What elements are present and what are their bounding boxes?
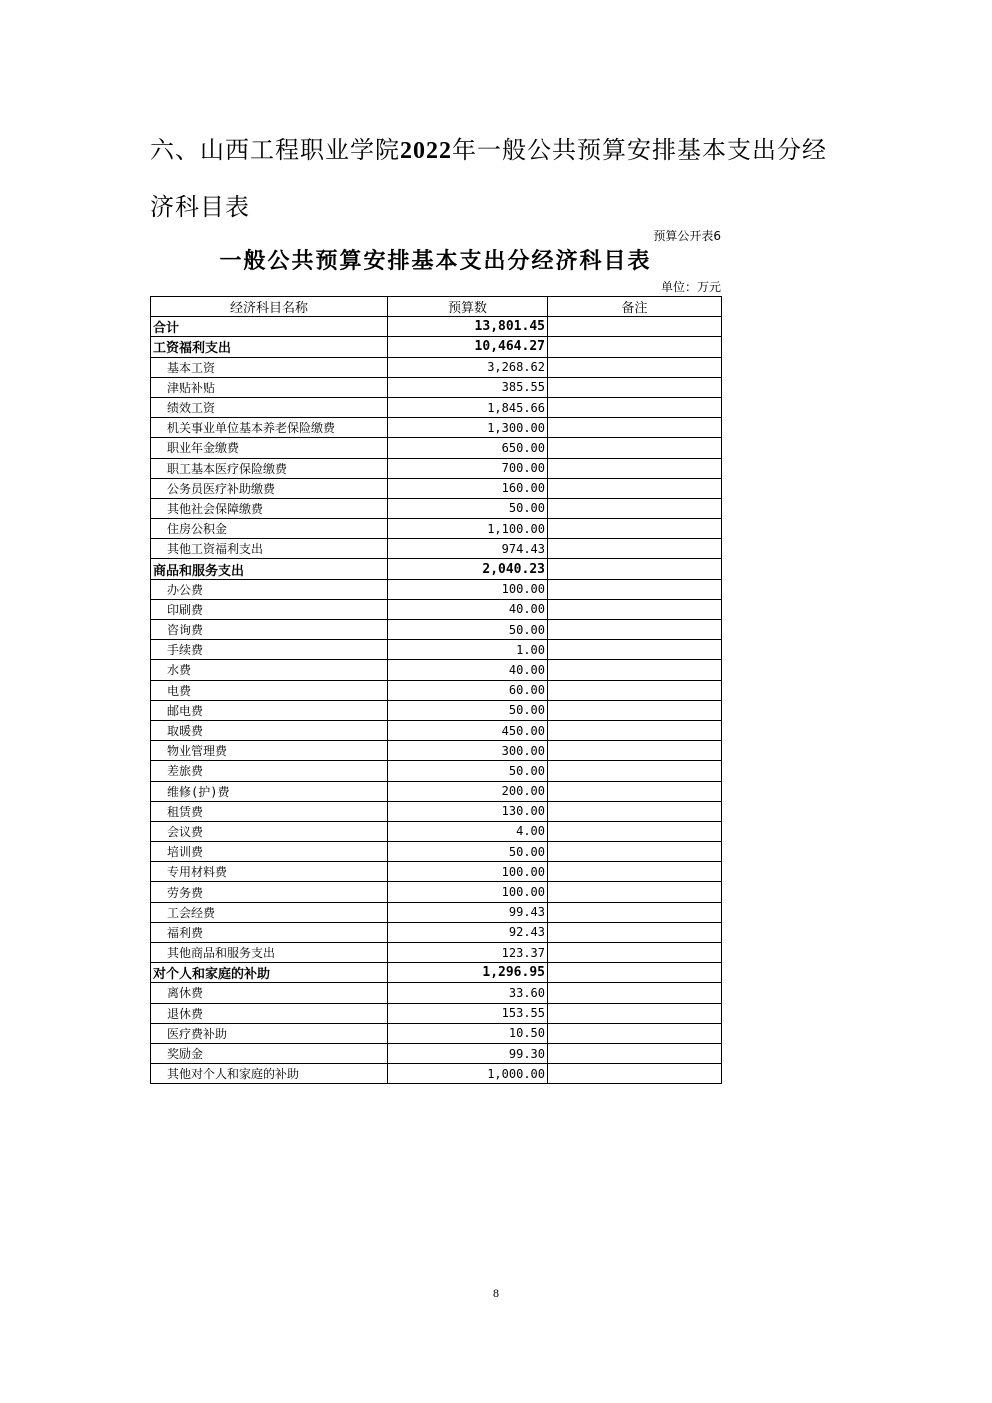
page-number: 8 [493,1286,499,1300]
cell-item-name: 水费 [151,660,388,680]
cell-item-name: 住房公积金 [151,519,388,539]
table-row [151,741,722,761]
cell-remark [548,741,722,761]
table-row [151,559,722,579]
cell-remark [548,620,722,640]
table-row [151,842,722,862]
cell-amount: 13,801.45 [388,317,548,337]
cell-remark [548,418,722,438]
cell-item-name: 维修(护)费 [151,781,388,801]
table-row [151,397,722,417]
cell-item-name: 劳务费 [151,882,388,902]
cell-remark [548,458,722,478]
budget-table-block [150,228,721,1084]
cell-item-name: 培训费 [151,842,388,862]
table-row [151,539,722,559]
cell-amount: 10.50 [388,1023,548,1043]
cell-item-name: 商品和服务支出 [151,559,388,579]
cell-amount: 99.30 [388,1043,548,1063]
cell-remark [548,781,722,801]
cell-amount: 450.00 [388,720,548,740]
cell-amount: 100.00 [388,579,548,599]
cell-amount: 100.00 [388,882,548,902]
table-row [151,862,722,882]
cell-remark [548,337,722,357]
cell-remark [548,801,722,821]
table-row [151,418,722,438]
cell-item-name: 医疗费补助 [151,1023,388,1043]
cell-item-name: 公务员医疗补助缴费 [151,478,388,498]
cell-item-name: 离休费 [151,983,388,1003]
table-row [151,1043,722,1063]
cell-remark [548,559,722,579]
unit-label: 单位：万元 [660,280,721,294]
cell-item-name: 取暖费 [151,720,388,740]
table-row [151,983,722,1003]
cell-amount: 10,464.27 [388,337,548,357]
cell-remark [548,539,722,559]
cell-amount: 50.00 [388,620,548,640]
cell-amount: 974.43 [388,539,548,559]
cell-remark [548,943,722,963]
table-row [151,519,722,539]
cell-item-name: 基本工资 [151,357,388,377]
table-row [151,377,722,397]
cell-remark [548,377,722,397]
table-number: 预算公开表6 [653,229,721,243]
cell-remark [548,397,722,417]
cell-item-name: 福利费 [151,922,388,942]
cell-amount: 33.60 [388,983,548,1003]
column-header-remark: 备注 [548,297,722,317]
cell-item-name: 其他社会保障缴费 [151,498,388,518]
cell-item-name: 其他对个人和家庭的补助 [151,1064,388,1084]
cell-remark [548,842,722,862]
cell-amount: 123.37 [388,943,548,963]
table-row [151,781,722,801]
table-row [151,620,722,640]
table-row [151,801,722,821]
table-header-row [151,297,722,317]
cell-remark [548,498,722,518]
cell-amount: 1,300.00 [388,418,548,438]
table-row [151,317,722,337]
cell-remark [548,599,722,619]
heading-year: 2022 [400,138,452,164]
cell-item-name: 其他商品和服务支出 [151,943,388,963]
cell-item-name: 奖励金 [151,1043,388,1063]
table-row [151,963,722,983]
cell-amount: 1,296.95 [388,963,548,983]
cell-remark [548,357,722,377]
cell-remark [548,963,722,983]
cell-item-name: 工资福利支出 [151,337,388,357]
cell-remark [548,660,722,680]
cell-item-name: 专用材料费 [151,862,388,882]
cell-item-name: 工会经费 [151,902,388,922]
cell-amount: 60.00 [388,680,548,700]
table-row [151,1003,722,1023]
table-row [151,357,722,377]
cell-amount: 300.00 [388,741,548,761]
cell-amount: 92.43 [388,922,548,942]
cell-item-name: 对个人和家庭的补助 [151,963,388,983]
table-row [151,660,722,680]
table-body [151,317,722,1084]
cell-item-name: 会议费 [151,821,388,841]
cell-remark [548,478,722,498]
table-row [151,821,722,841]
cell-amount: 4.00 [388,821,548,841]
cell-item-name: 职业年金缴费 [151,438,388,458]
cell-amount: 50.00 [388,498,548,518]
cell-remark [548,438,722,458]
cell-remark [548,579,722,599]
cell-item-name: 退休费 [151,1003,388,1023]
table-row [151,579,722,599]
cell-item-name: 物业管理费 [151,741,388,761]
budget-table [150,296,722,1084]
cell-remark [548,882,722,902]
table-row [151,458,722,478]
cell-amount: 200.00 [388,781,548,801]
cell-amount: 40.00 [388,660,548,680]
cell-item-name: 办公费 [151,579,388,599]
table-row [151,922,722,942]
cell-amount: 1,845.66 [388,397,548,417]
table-row [151,700,722,720]
cell-item-name: 职工基本医疗保险缴费 [151,458,388,478]
table-row [151,498,722,518]
cell-remark [548,1064,722,1084]
cell-remark [548,317,722,337]
cell-remark [548,700,722,720]
cell-amount: 153.55 [388,1003,548,1023]
cell-item-name: 印刷费 [151,599,388,619]
table-row [151,680,722,700]
section-heading [150,122,850,235]
cell-item-name: 绩效工资 [151,397,388,417]
cell-amount: 1,100.00 [388,519,548,539]
cell-item-name: 咨询费 [151,620,388,640]
table-row [151,1023,722,1043]
cell-item-name: 机关事业单位基本养老保险缴费 [151,418,388,438]
cell-remark [548,680,722,700]
cell-remark [548,640,722,660]
table-row [151,882,722,902]
table-row [151,943,722,963]
cell-amount: 160.00 [388,478,548,498]
table-row [151,438,722,458]
cell-remark [548,821,722,841]
cell-remark [548,862,722,882]
cell-item-name: 邮电费 [151,700,388,720]
cell-amount: 50.00 [388,842,548,862]
cell-item-name: 电费 [151,680,388,700]
cell-item-name: 合计 [151,317,388,337]
cell-amount: 3,268.62 [388,357,548,377]
table-row [151,640,722,660]
cell-item-name: 手续费 [151,640,388,660]
cell-amount: 1,000.00 [388,1064,548,1084]
heading-part2: 年一般公共预算安排基本支出分经济科目表 [150,136,827,221]
cell-amount: 50.00 [388,700,548,720]
cell-amount: 40.00 [388,599,548,619]
cell-amount: 700.00 [388,458,548,478]
table-title: 一般公共预算安排基本支出分经济科目表 [219,248,652,274]
table-row [151,761,722,781]
cell-remark [548,1003,722,1023]
cell-amount: 1.00 [388,640,548,660]
cell-remark [548,761,722,781]
column-header-amount: 预算数 [388,297,548,317]
cell-amount: 385.55 [388,377,548,397]
table-row [151,720,722,740]
table-row [151,599,722,619]
cell-item-name: 津贴补贴 [151,377,388,397]
cell-remark [548,922,722,942]
cell-item-name: 差旅费 [151,761,388,781]
cell-amount: 650.00 [388,438,548,458]
cell-item-name: 租赁费 [151,801,388,821]
cell-remark [548,1023,722,1043]
cell-remark [548,1043,722,1063]
table-row [151,337,722,357]
cell-amount: 100.00 [388,862,548,882]
cell-remark [548,519,722,539]
cell-item-name: 其他工资福利支出 [151,539,388,559]
table-row [151,902,722,922]
cell-remark [548,720,722,740]
cell-remark [548,983,722,1003]
cell-amount: 130.00 [388,801,548,821]
column-header-name: 经济科目名称 [151,297,388,317]
table-row [151,1064,722,1084]
cell-amount: 2,040.23 [388,559,548,579]
cell-amount: 50.00 [388,761,548,781]
table-row [151,478,722,498]
cell-amount: 99.43 [388,902,548,922]
cell-remark [548,902,722,922]
heading-part1: 六、山西工程职业学院 [150,136,400,164]
